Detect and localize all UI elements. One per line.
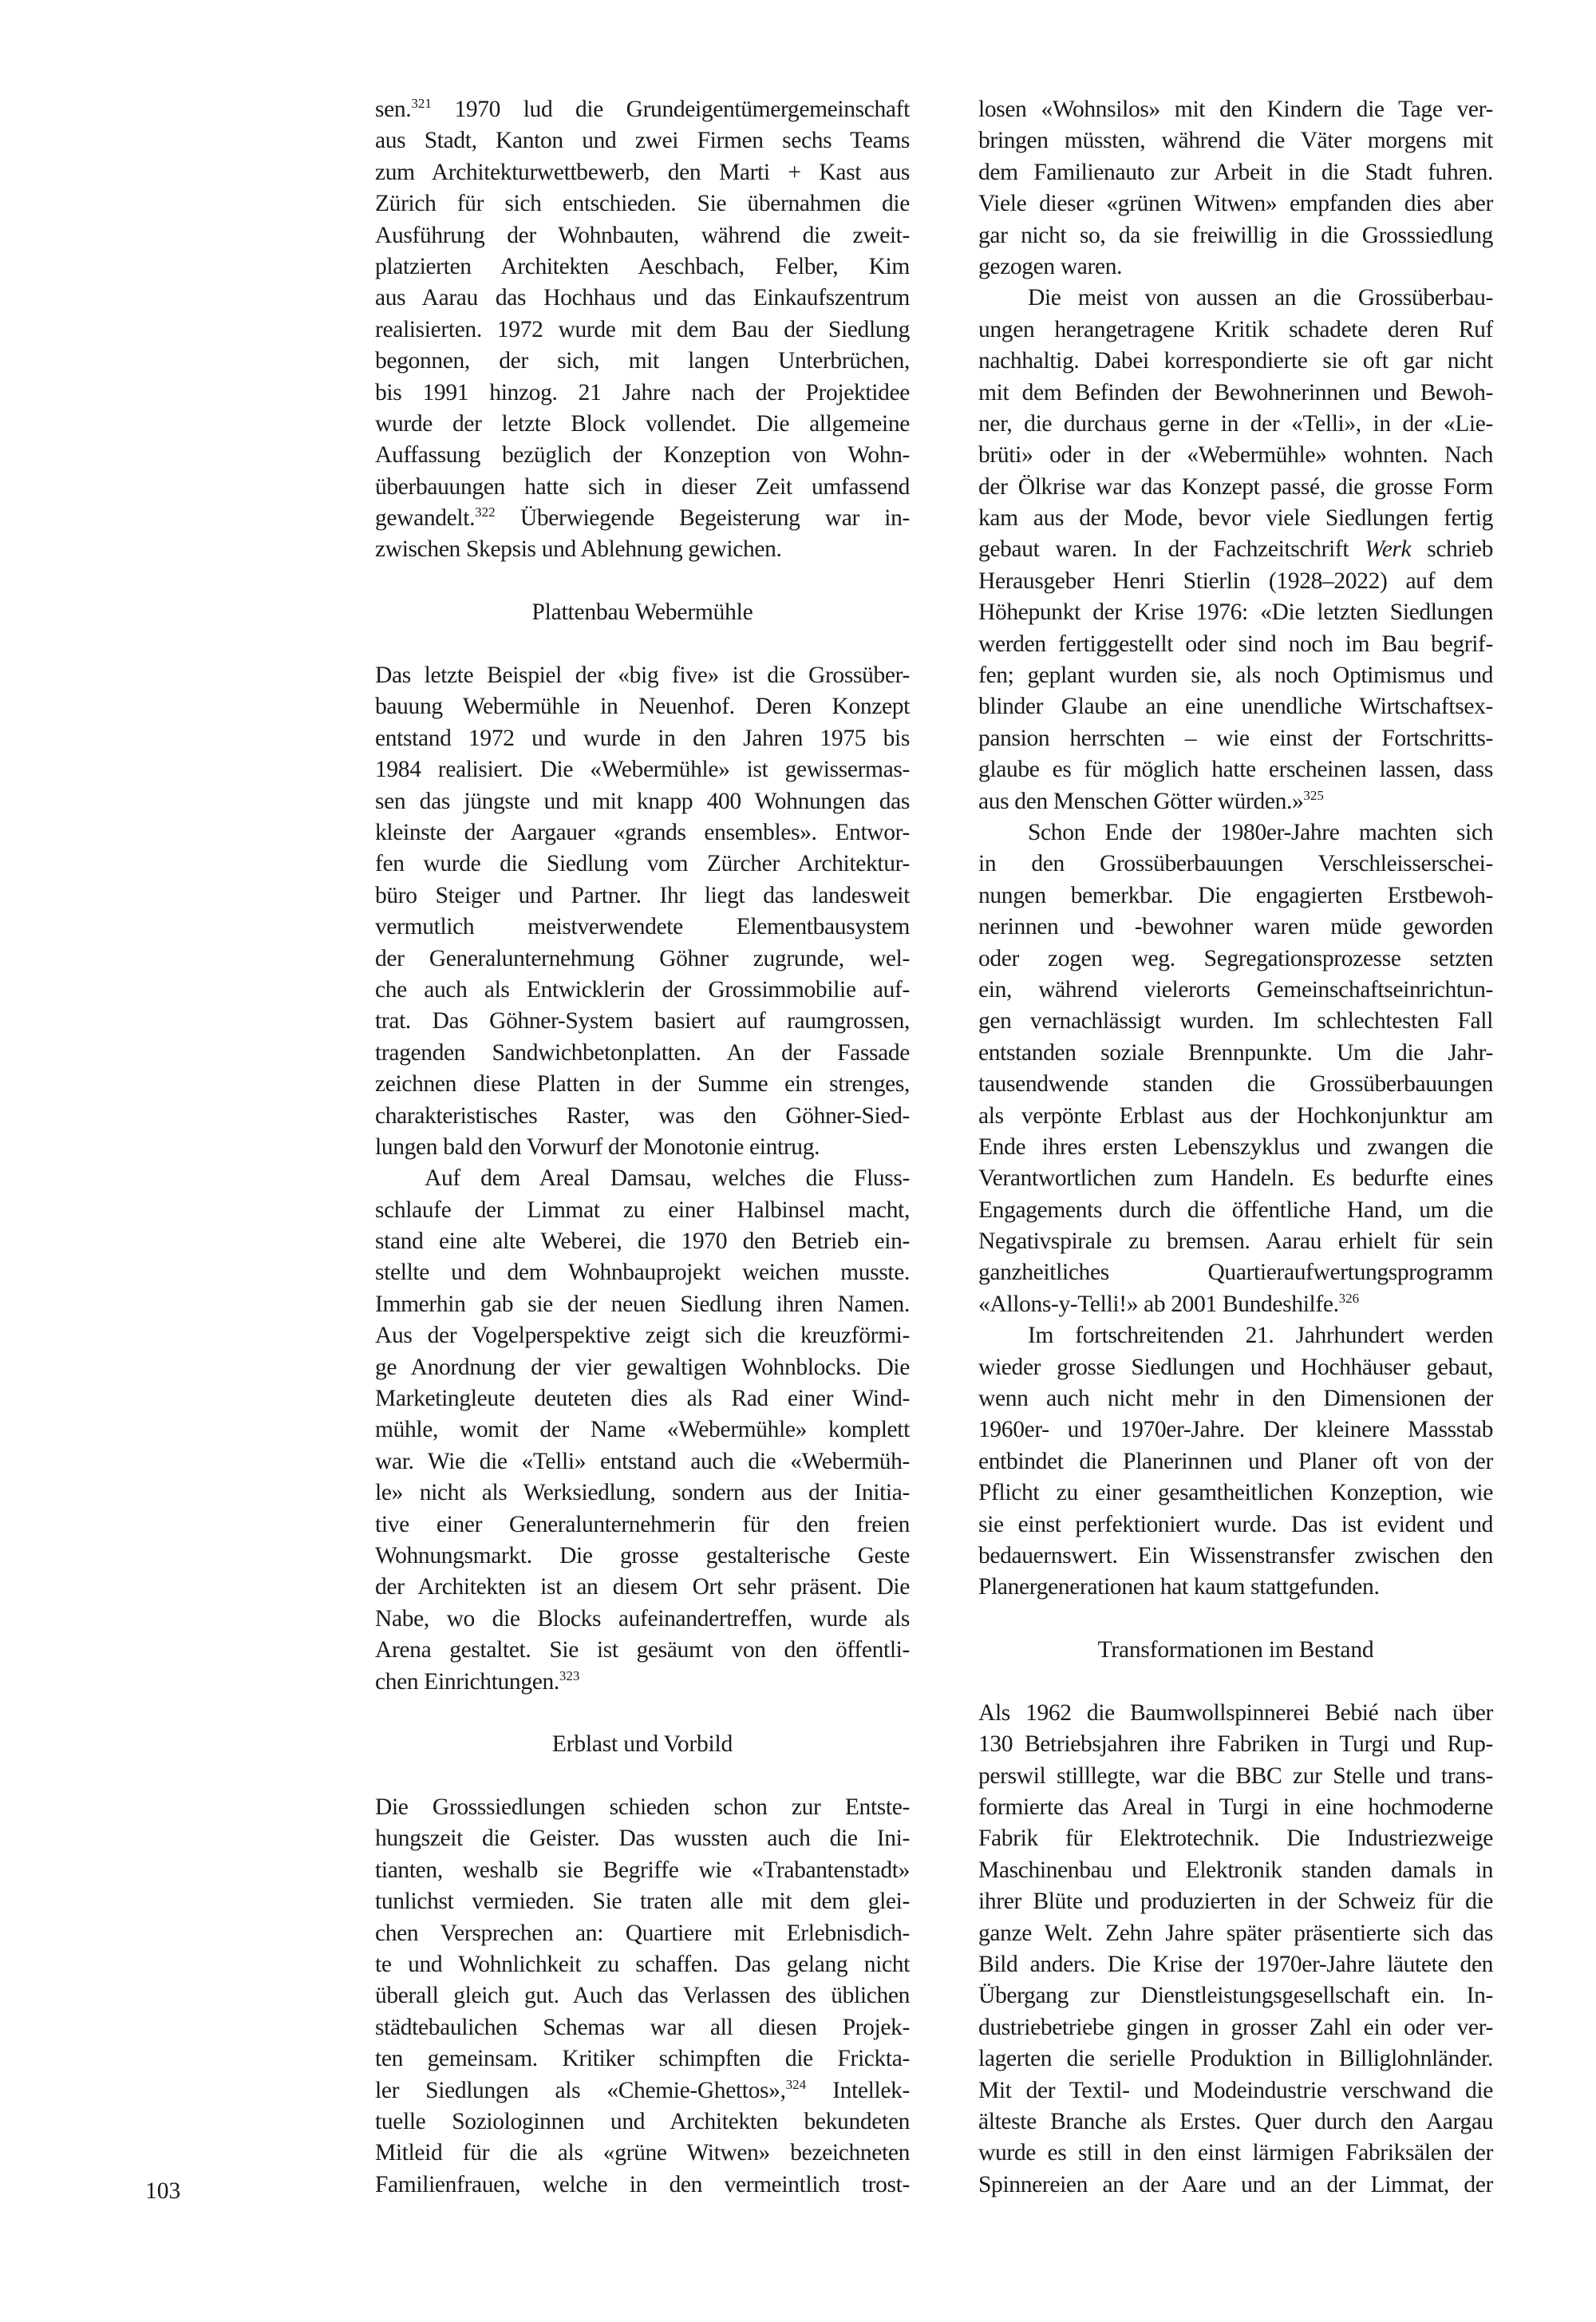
- text-line: dem Familienauto zur Arbeit in die Stadt fuhren.: [978, 159, 1493, 185]
- text-line: perswil stilllegte, war die BBC zur Stelle und trans-: [978, 1762, 1493, 1789]
- text-line: wurde der letzte Block vollendet. Die allgemeine: [375, 410, 910, 437]
- text-line: Marketingleute deuteten dies als Rad einer Wind-: [375, 1386, 910, 1412]
- text-line: mit dem Befinden der Bewohnerinnen und Bewoh-: [978, 379, 1493, 405]
- text-line: bauung Webermühle in Neuenhof. Deren Konzept: [375, 694, 910, 720]
- text-line: fen wurde die Siedlung vom Zürcher Architektur-: [375, 851, 910, 877]
- text-line: ge Anordnung der vier gewaltigen Wohnblocks. Die: [375, 1354, 910, 1380]
- text-line: oder zogen weg. Segregationsprozesse setzten: [978, 945, 1493, 971]
- text-line: überbauungen hatte sich in dieser Zeit umfassend: [375, 473, 910, 500]
- text-line: schlaufe der Limmat zu einer Halbinsel macht,: [375, 1197, 910, 1223]
- paragraph: [978, 94, 1493, 283]
- section-heading: Plattenbau Webermühle: [531, 599, 753, 626]
- text-line: «Allons-y-Telli!» ab 2001 Bundeshilfe.$^{326}$: [978, 1290, 1360, 1317]
- paragraph: [978, 283, 1493, 817]
- text-line: wurde es still in den einst lärmigen Fabriksälen der: [978, 2140, 1493, 2166]
- paragraph: [978, 1320, 1493, 1604]
- italic-title: Werk: [1365, 536, 1412, 563]
- paragraph: [978, 1698, 1493, 2201]
- text-line: 130 Betriebsjahren ihre Fabriken in Turgi und Rup-: [978, 1731, 1493, 1758]
- text-line: platzierten Architekten Aeschbach, Felber, Kim: [375, 253, 910, 279]
- text-line: gezogen waren.: [978, 253, 1123, 279]
- text-line: tianten, weshalb sie Begriffe wie «Trabantenstadt»: [375, 1857, 910, 1883]
- text-line: sen das jüngste und mit knapp 400 Wohnungen das: [375, 788, 910, 814]
- text-line: losen «Wohnsilos» mit den Kindern die Tage ver-: [978, 97, 1493, 122]
- text-line: stellte und dem Wohnbauprojekt weichen musste.: [375, 1260, 910, 1286]
- text-line: begonnen, der sich, mit langen Unterbrüchen,: [375, 348, 910, 374]
- text-line: chen Einrichtungen.$^{323}$: [375, 1667, 580, 1695]
- text-line: wenn auch nicht mehr in den Dimensionen der: [978, 1386, 1493, 1412]
- text-line: stand eine alte Weberei, die 1970 den Betrieb ein-: [375, 1228, 910, 1255]
- text-line: werden fertiggestellt oder sind noch im Bau begrif-: [978, 631, 1493, 657]
- text-line: glaube es für möglich hatte erscheinen lassen, dass: [978, 757, 1493, 783]
- text-line: gebaut waren. In der Fachzeitschrift Werk schrieb: [978, 536, 1494, 563]
- text-line: der Ölkrise war das Konzept passé, die grosse Form: [978, 473, 1493, 500]
- footnote-reference: 325: [1303, 787, 1324, 803]
- footnote-reference: 321: [411, 96, 432, 111]
- footnote-reference: 324: [785, 2076, 807, 2092]
- text-line: lagerten die serielle Produktion in Billiglohnländer.: [978, 2046, 1493, 2072]
- text-line: gewandelt.$^{322}$ Überwiegende Begeisterung war in-: [375, 504, 910, 532]
- text-line: charakteristisches Raster, was den Göhner-Sied-: [375, 1102, 910, 1129]
- text-line: Ende ihres ersten Lebenszyklus und zwangen die: [978, 1133, 1493, 1160]
- text-line: sie einst perfektioniert wurde. Das ist evident und: [978, 1511, 1493, 1537]
- text-line: mühle, womit der Name «Webermühle» komplett: [375, 1417, 910, 1443]
- text-line: Immerhin gab sie der neuen Siedlung ihren Namen.: [375, 1291, 910, 1317]
- text-line: ganze Welt. Zehn Jahre später präsentierte sich das: [978, 1920, 1493, 1946]
- text-line: hungszeit die Geister. Das wussten auch die Ini-: [375, 1826, 910, 1852]
- text-line: Zürich für sich entschieden. Sie übernahmen die: [375, 191, 910, 217]
- text-line: ganzheitliches Quartieraufwertungsprogramm: [978, 1260, 1493, 1286]
- text-line: entstanden soziale Brennpunkte. Um die Jahr-: [978, 1039, 1493, 1066]
- text-line: ihrer Blüte und produzierten in der Schweiz für die: [978, 1889, 1493, 1915]
- text-line: tunlichst vermieden. Sie traten alle mit dem glei-: [375, 1889, 910, 1915]
- text-line: kleinste der Aargauer «grands ensembles». Entwor-: [375, 819, 910, 845]
- text-line: dustriebetriebe gingen in grosser Zahl ein oder ver-: [978, 2014, 1493, 2040]
- text-line: bedauernswert. Ein Wissenstransfer zwischen den: [978, 1542, 1493, 1568]
- text-line: Auffassung bezüglich der Konzeption von Wohn-: [375, 442, 910, 469]
- text-line: Mit der Textil- und Modeindustrie verschwand die: [978, 2077, 1493, 2103]
- text-line: entbindet die Planerinnen und Planer oft von der: [978, 1448, 1493, 1474]
- text-line: Im fortschreitenden 21. Jahrhundert werden: [1028, 1323, 1493, 1349]
- section-heading: Erblast und Vorbild: [551, 1731, 733, 1758]
- paragraph: [978, 817, 1493, 1320]
- text-line: Arena gestaltet. Sie ist gesäumt von den öffentli-: [375, 1637, 910, 1663]
- text-line: nachhaltig. Dabei korrespondierte sie oft gar nicht: [978, 348, 1493, 374]
- text-line: kam aus der Mode, bevor viele Siedlungen fertig: [978, 505, 1493, 532]
- text-line: Höhepunkt der Krise 1976: «Die letzten Siedlungen: [978, 599, 1493, 626]
- text-line: Schon Ende der 1980er-Jahre machten sich: [1028, 819, 1493, 845]
- text-line: Spinnereien an der Aare und an der Limmat, der: [978, 2171, 1493, 2197]
- text-line: vermutlich meistverwendete Elementbausystem: [375, 914, 910, 940]
- text-line: formierte das Areal in Turgi in eine hochmoderne: [978, 1794, 1493, 1821]
- text-line: Die meist von aussen an die Grossüberbau-: [1028, 285, 1493, 311]
- text-line: tuelle Soziologinnen und Architekten bekundeten: [375, 2109, 910, 2134]
- text-line: Pflicht zu einer gesamtheitlichen Konzeption, wie: [978, 1480, 1493, 1506]
- text-line: Mitleid für die als «grüne Witwen» bezeichneten: [375, 2140, 910, 2166]
- text-line: Die Grosssiedlungen schieden schon zur Entste-: [375, 1794, 910, 1821]
- text-line: te und Wohnlichkeit zu schaffen. Das gelang nicht: [375, 1952, 910, 1978]
- text-line: zum Architekturwettbewerb, den Marti + Kast aus: [375, 159, 910, 185]
- paragraph: [375, 1163, 910, 1698]
- text-column-right: [978, 94, 1493, 2201]
- text-line: Planergenerationen hat kaum stattgefunden.: [978, 1574, 1380, 1600]
- text-line: ner, die durchaus gerne in der «Telli», in der «Lie-: [978, 410, 1493, 437]
- text-line: aus Stadt, Kanton und zwei Firmen sechs Teams: [375, 128, 910, 154]
- text-line: Aus der Vogelperspektive zeigt sich die kreuzförmi-: [375, 1323, 910, 1349]
- text-line: 1984 realisiert. Die «Webermühle» ist gewissermas-: [375, 757, 910, 783]
- text-line: war. Wie die «Telli» entstand auch die «Webermüh-: [375, 1448, 910, 1474]
- text-line: Nabe, wo die Blocks aufeinandertreffen, wurde als: [375, 1605, 910, 1632]
- text-line: entstand 1972 und wurde in den Jahren 1975 bis: [375, 725, 910, 751]
- text-line: Verantwortlichen zum Handeln. Es bedurfte eines: [978, 1165, 1493, 1192]
- footnote-reference: 322: [475, 504, 496, 520]
- text-line: büro Steiger und Partner. Ihr liegt das landesweit: [375, 882, 910, 908]
- text-line: sen.$^{321}$ 1970 lud die Grundeigentümergemeinschaft: [375, 96, 910, 122]
- text-line: nerinnen und -bewohner waren müde geworden: [978, 914, 1493, 940]
- text-line: Wohnungsmarkt. Die grosse gestalterische Geste: [375, 1542, 910, 1568]
- text-line: pansion herrschten – wie einst der Fortschritts-: [978, 725, 1493, 751]
- text-line: fen; geplant wurden sie, als noch Optimismus und: [978, 663, 1493, 689]
- text-line: Maschinenbau und Elektronik standen damals in: [978, 1857, 1493, 1883]
- text-line: Herausgeber Henri Stierlin (1928–2022) auf dem: [978, 568, 1493, 594]
- text-line: in den Grossüberbauungen Verschleisserschei-: [978, 851, 1493, 877]
- text-line: älteste Branche als Erstes. Quer durch den Aargau: [978, 2109, 1493, 2134]
- text-line: Viele dieser «grünen Witwen» empfanden dies aber: [978, 191, 1493, 217]
- text-line: aus Aarau das Hochhaus und das Einkaufszentrum: [375, 285, 910, 311]
- text-line: ungen herangetragene Kritik schadete deren Ruf: [978, 316, 1493, 342]
- text-line: brüti» oder in der «Webermühle» wohnten. Nach: [978, 442, 1493, 469]
- text-line: bis 1991 hinzog. 21 Jahre nach der Projektidee: [375, 379, 910, 405]
- text-line: Als 1962 die Baumwollspinnerei Bebié nach über: [978, 1699, 1493, 1726]
- text-line: Fabrik für Elektrotechnik. Die Industriezweige: [978, 1826, 1493, 1852]
- text-line: tive einer Generalunternehmerin für den freien: [375, 1511, 910, 1537]
- section-heading: Transformationen im Bestand: [1097, 1637, 1374, 1663]
- text-line: Das letzte Beispiel der «big five» ist die Grossüber-: [375, 663, 910, 689]
- paragraph: [375, 1792, 910, 2201]
- text-line: als verpönte Erblast aus der Hochkonjunktur am: [978, 1102, 1493, 1129]
- text-line: zeichnen diese Platten in der Summe ein strenges,: [375, 1071, 910, 1098]
- text-line: bringen müssten, während die Väter morgens mit: [978, 128, 1493, 154]
- text-line: ein, während vielerorts Gemeinschaftseinrichtun-: [978, 976, 1493, 1003]
- text-line: gen vernachlässigt wurden. Im schlechtesten Fall: [978, 1008, 1493, 1034]
- text-line: aus den Menschen Götter würden.»$^{325}$: [978, 787, 1324, 814]
- paragraph: [375, 94, 910, 566]
- page-number: 103: [145, 2178, 181, 2204]
- text-line: Negativspirale zu bremsen. Aarau erhielt für sein: [978, 1228, 1493, 1255]
- text-line: chen Versprechen an: Quartiere mit Erlebnisdich-: [375, 1920, 910, 1946]
- footnote-reference: 326: [1338, 1290, 1360, 1306]
- text-line: 1960er- und 1970er-Jahre. Der kleinere Massstab: [978, 1417, 1493, 1443]
- text-line: Engagements durch die öffentliche Hand, um die: [978, 1197, 1493, 1223]
- text-line: le» nicht als Werksiedlung, sondern aus der Initia-: [375, 1480, 910, 1506]
- text-line: tausendwende standen die Grossüberbauungen: [978, 1071, 1493, 1098]
- text-column-left: [375, 94, 910, 2201]
- text-line: ten gemeinsam. Kritiker schimpften die Frickta-: [375, 2046, 910, 2072]
- text-line: ler Siedlungen als «Chemie-Ghettos»,$^{324}$ Intellek-: [375, 2076, 910, 2103]
- text-line: gar nicht so, da sie freiwillig in die Grosssiedlung: [978, 222, 1493, 248]
- text-line: nungen bemerkbar. Die engagierten Erstbewoh-: [978, 882, 1493, 908]
- footnote-reference: 323: [559, 1667, 580, 1683]
- text-line: der Architekten ist an diesem Ort sehr präsent. Die: [375, 1574, 910, 1600]
- text-line: Ausführung der Wohnbauten, während die zweit-: [375, 222, 910, 248]
- text-line: Auf dem Areal Damsau, welches die Fluss-: [425, 1165, 910, 1192]
- text-line: städtebaulichen Schemas war all diesen Projek-: [375, 2014, 910, 2040]
- paragraph: [375, 660, 910, 1163]
- text-line: realisierten. 1972 wurde mit dem Bau der Siedlung: [375, 316, 910, 342]
- text-line: tragenden Sandwichbetonplatten. An der Fassade: [375, 1039, 910, 1066]
- text-line: der Generalunternehmung Göhner zugrunde, wel-: [375, 945, 910, 971]
- text-line: blinder Glaube an eine unendliche Wirtschaftsex-: [978, 694, 1493, 720]
- text-line: zwischen Skepsis und Ablehnung gewichen.: [375, 536, 782, 563]
- text-line: trat. Das Göhner-System basiert auf raumgrossen,: [375, 1008, 910, 1034]
- text-line: Familienfrauen, welche in den vermeintlich trost-: [375, 2171, 910, 2197]
- text-line: Übergang zur Dienstleistungsgesellschaft ein. In-: [978, 1983, 1493, 2009]
- text-line: überall gleich gut. Auch das Verlassen des üblichen: [375, 1983, 910, 2009]
- text-line: Bild anders. Die Krise der 1970er-Jahre läutete den: [978, 1952, 1493, 1978]
- text-line: wieder grosse Siedlungen und Hochhäuser gebaut,: [978, 1354, 1493, 1380]
- text-line: lungen bald den Vorwurf der Monotonie eintrug.: [375, 1133, 820, 1160]
- text-line: che auch als Entwicklerin der Grossimmobilie auf-: [375, 976, 910, 1003]
